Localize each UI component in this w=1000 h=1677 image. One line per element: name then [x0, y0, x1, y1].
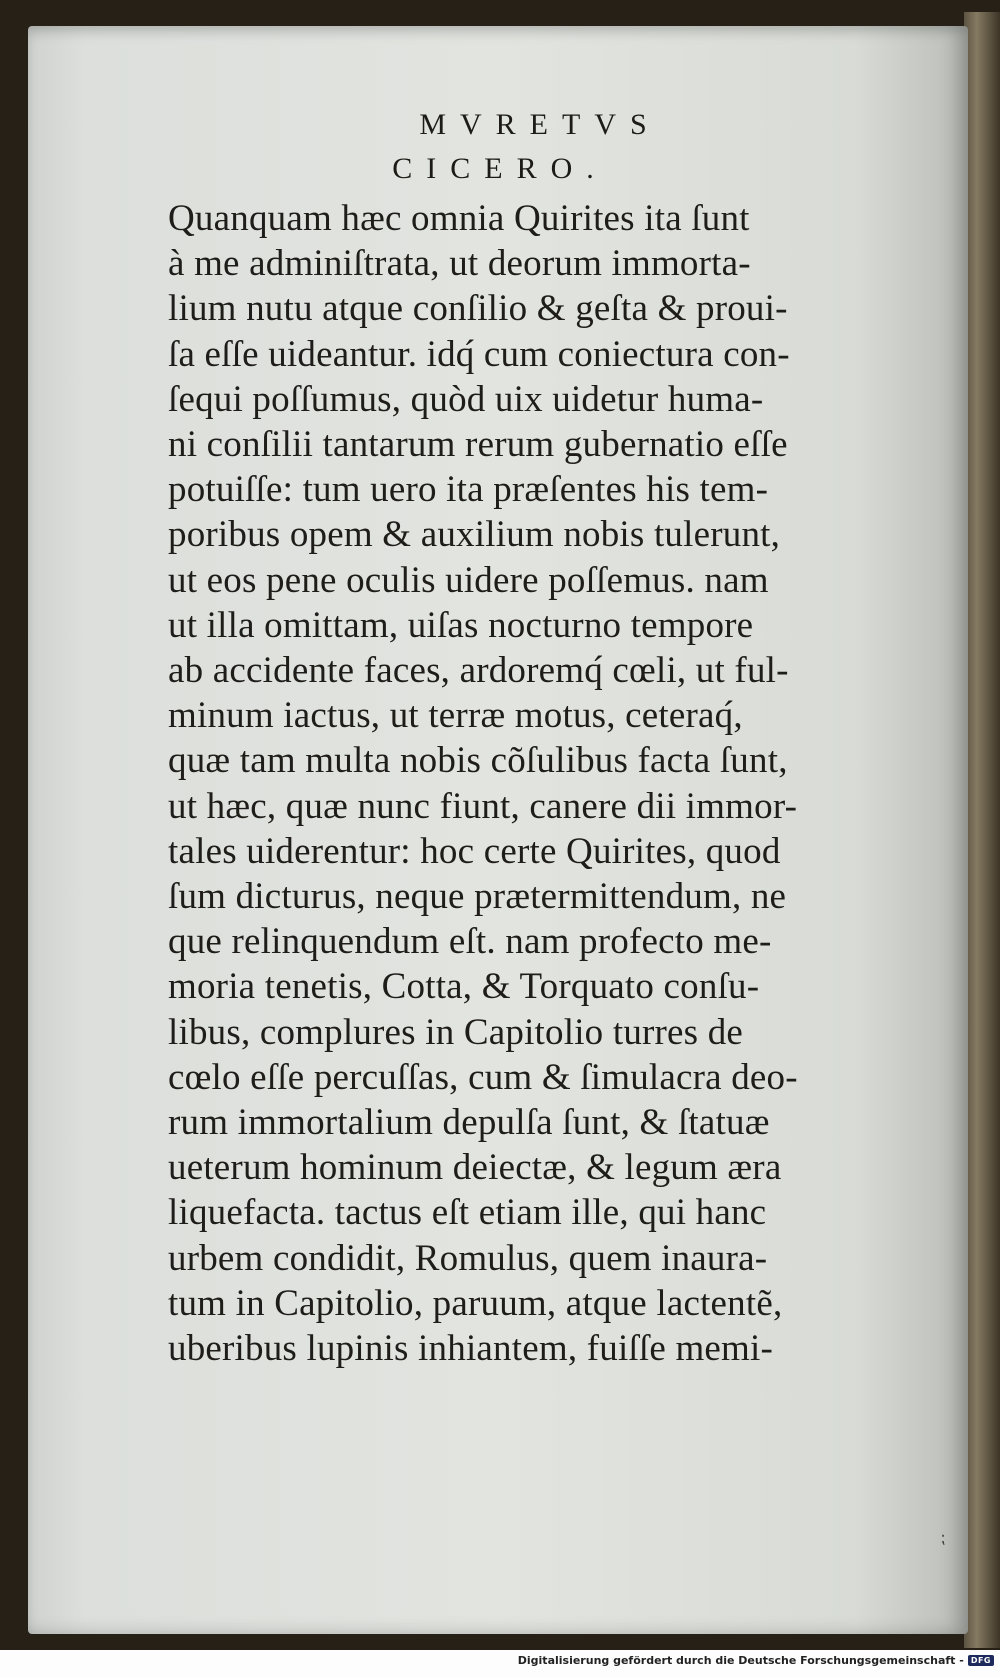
- footer-credit: Digitalisierung gefördert durch die Deutsche Forschungsgemeinschaft -: [517, 1654, 964, 1667]
- ink-speck: ⁏: [940, 1530, 946, 1547]
- text-line: Quanquam hæc omnia Quirites ita ſunt: [168, 198, 750, 239]
- text-line: minum iactus, ut terræ motus, ceteraq́,: [168, 695, 743, 737]
- text-line: lium nutu atque conſilio & geſta & proui-: [168, 288, 788, 330]
- speaker-heading: CICERO.: [392, 152, 608, 185]
- text-line: rum immortalium depulſa ſunt, & ſtatuæ: [168, 1102, 770, 1144]
- text-line: ſequi poſſumus, quòd uix uidetur huma-: [168, 378, 764, 420]
- text-line: ueterum hominum deiectæ, & legum æra: [168, 1147, 782, 1189]
- text-line: ut eos pene oculis uidere poſſemus. nam: [168, 559, 769, 601]
- dfg-logo-icon: DFG: [968, 1655, 994, 1666]
- text-line: moria tenetis, Cotta, & Torquato conſu-: [168, 966, 760, 1008]
- running-title: MVRETVS: [419, 108, 661, 141]
- text-line: tales uiderentur: hoc certe Quirites, quod: [168, 830, 781, 872]
- text-line: que relinquendum eſt. nam profecto me-: [168, 921, 772, 963]
- text-line: ſum dicturus, neque prætermittendum, ne: [168, 876, 787, 918]
- text-line: tum in Capitolio, paruum, atque lactentẽ,: [168, 1282, 783, 1324]
- text-line: liquefacta. tactus eſt etiam ille, qui hanc: [168, 1192, 767, 1234]
- text-line: libus, complures in Capitolio turres de: [168, 1011, 744, 1053]
- text-line: ut hæc, quæ nunc fiunt, canere dii immor-: [168, 785, 798, 827]
- text-line: ab accidente faces, ardoremq́ cœli, ut ful-: [168, 650, 789, 692]
- text-line: à me adminiſtrata, ut deorum immorta-: [168, 243, 751, 285]
- text-line: ut illa omittam, uiſas nocturno tempore: [168, 604, 754, 646]
- text-line: ſa eſſe uideantur. idq́ cum coniectura con-: [168, 333, 790, 375]
- text-line: potuiſſe: tum uero ita præſentes his tem-: [168, 469, 769, 511]
- text-line: ni conſilii tantarum rerum gubernatio eſſe: [168, 424, 788, 466]
- digitization-footer: [518, 1654, 994, 1667]
- book-edge: [964, 12, 1000, 1648]
- text-line: cœlo eſſe percuſſas, cum & ſimulacra deo-: [168, 1056, 798, 1098]
- text-line: quæ tam multa nobis cõſulibus facta ſunt,: [168, 740, 788, 782]
- text-line: uberibus lupinis inhiantem, fuiſſe memi-: [168, 1328, 774, 1370]
- text-line: poribus opem & auxilium nobis tulerunt,: [168, 514, 781, 556]
- page-body-text: [168, 196, 948, 1371]
- text-line: urbem condidit, Romulus, quem inaura-: [168, 1237, 768, 1279]
